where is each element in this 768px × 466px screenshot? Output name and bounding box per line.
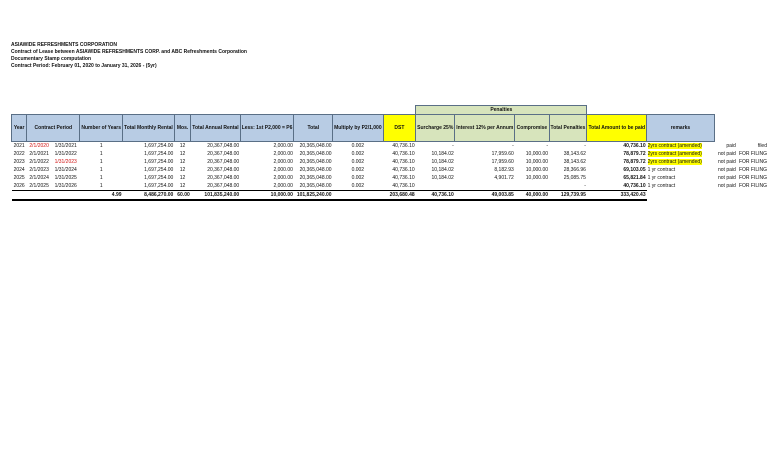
cell-monthly-rental[interactable]: 1,697,254.00 xyxy=(144,175,174,181)
cell-monthly-rental[interactable]: 1,697,254.00 xyxy=(144,159,174,165)
cell-mos[interactable]: 12 xyxy=(179,143,186,149)
cell-filed[interactable]: FOR FILING xyxy=(738,183,767,190)
cell-monthly-rental[interactable]: 1,697,254.00 xyxy=(144,167,174,173)
contract-title: Contract of Lease between ASIAWIDE REFRESHMENTS CORP. and ABC Refreshments Corporation xyxy=(11,49,247,55)
total-interest[interactable]: 49,003.85 xyxy=(455,191,515,201)
cell-total[interactable]: 20,365,048.00 xyxy=(299,159,332,165)
cell-total-amount[interactable]: 78,879.72 xyxy=(623,159,646,165)
cell-total-amount[interactable]: 78,879.72 xyxy=(623,151,646,157)
cell-interest[interactable]: 17,959.60 xyxy=(491,159,514,165)
cell-period-start[interactable]: 2/1/2024 xyxy=(29,175,49,181)
cell-total-penalties[interactable]: - xyxy=(584,143,586,149)
cell-interest[interactable]: 4,901.72 xyxy=(494,175,514,181)
col-year[interactable]: Year xyxy=(12,115,27,142)
cell-mos[interactable]: 12 xyxy=(179,159,186,165)
cell-number-of-years[interactable]: 1 xyxy=(99,151,103,157)
cell-interest[interactable]: 17,959.60 xyxy=(491,151,514,157)
cell-filed[interactable]: filed xyxy=(757,142,767,149)
cell-compromise[interactable]: 10,000.00 xyxy=(525,167,549,173)
cell-remark[interactable] xyxy=(647,150,715,158)
cell-total[interactable]: 20,365,048.00 xyxy=(299,143,332,149)
cell-multiply[interactable]: 0.002 xyxy=(351,159,365,165)
cell-total[interactable]: 20,365,048.00 xyxy=(299,167,332,173)
col-less[interactable]: Less: 1st P2,000 = P6 xyxy=(240,115,294,142)
total-blank xyxy=(12,191,27,201)
cell-annual-rental[interactable]: 20,367,048.00 xyxy=(207,175,240,181)
totals-row xyxy=(12,191,768,201)
cell-surcharge[interactable]: 10,184.02 xyxy=(431,151,454,157)
cell-paid[interactable]: not paid xyxy=(718,151,736,157)
cell-filed[interactable]: FOR FILING xyxy=(738,151,767,157)
cell-interest[interactable] xyxy=(455,182,515,191)
col-compromise[interactable]: Compromise xyxy=(515,115,549,142)
cell-less[interactable]: 2,000.00 xyxy=(273,159,293,165)
cell-monthly-rental[interactable]: 1,697,254.00 xyxy=(144,183,174,189)
col-contract-period[interactable]: Contract Period xyxy=(27,115,80,142)
col-annual-rental[interactable]: Total Annual Rental xyxy=(191,115,240,142)
total-dst[interactable]: 203,680.48 xyxy=(383,191,416,201)
total-blank xyxy=(27,191,52,201)
col-total[interactable]: Total xyxy=(294,115,333,142)
total-tamount[interactable]: 333,420.43 xyxy=(587,191,647,201)
cell-dst[interactable]: 40,736.10 xyxy=(392,183,415,189)
total-surcharge[interactable]: 40,736.10 xyxy=(416,191,455,201)
cell-total-penalties[interactable]: 28,366.96 xyxy=(563,167,586,173)
cell-surcharge[interactable]: 10,184.02 xyxy=(431,175,454,181)
cell-monthly-rental[interactable]: 1,697,254.00 xyxy=(144,143,174,149)
cell-mos[interactable]: 12 xyxy=(179,167,186,173)
cell-less[interactable]: 2,000.00 xyxy=(273,143,293,149)
cell-period-end[interactable]: 1/31/2026 xyxy=(54,183,77,189)
cell-number-of-years[interactable]: 1 xyxy=(99,167,103,173)
cell-year[interactable]: 2025 xyxy=(13,175,25,181)
cell-remark[interactable]: 1 yr contract xyxy=(647,183,676,190)
cell-remark[interactable]: 1 yr contract xyxy=(647,167,676,173)
cell-filed[interactable]: FOR FILING xyxy=(738,167,767,173)
cell-multiply[interactable]: 0.002 xyxy=(351,183,365,189)
cell-period-end[interactable]: 1/31/2021 xyxy=(54,143,77,149)
cell-compromise[interactable] xyxy=(515,182,549,191)
cell-dst[interactable]: 40,736.10 xyxy=(392,175,415,181)
total-blank xyxy=(52,191,80,201)
col-total-amount[interactable]: Total Amount to be paid xyxy=(587,115,647,142)
col-surcharge[interactable]: Surcharge 25% xyxy=(416,115,455,142)
cell-annual-rental[interactable]: 20,367,048.00 xyxy=(207,143,240,149)
table-row xyxy=(12,158,768,166)
cell-total[interactable]: 20,365,048.00 xyxy=(299,175,332,181)
cell-surcharge[interactable]: - xyxy=(452,143,454,149)
cell-paid[interactable]: not paid xyxy=(718,183,736,190)
cell-period-end[interactable]: 1/31/2024 xyxy=(54,167,77,173)
cell-compromise[interactable]: 10,000.00 xyxy=(525,175,549,181)
cell-total-amount[interactable]: 40,736.10 xyxy=(623,183,646,189)
cell-dst[interactable]: 40,736.10 xyxy=(392,143,415,149)
cell-dst[interactable]: 40,736.10 xyxy=(392,167,415,173)
table-row xyxy=(12,150,768,158)
computation-title: Documentary Stamp computation xyxy=(11,56,92,62)
cell-mos[interactable]: 12 xyxy=(179,183,186,189)
cell-annual-rental[interactable]: 20,367,048.00 xyxy=(207,159,240,165)
cell-number-of-years[interactable]: 1 xyxy=(99,143,103,149)
cell-mos[interactable]: 12 xyxy=(179,151,186,157)
cell-total[interactable]: 20,365,048.00 xyxy=(299,151,332,157)
cell-total-penalties[interactable]: 25,085.75 xyxy=(563,175,586,181)
table-row xyxy=(12,182,768,191)
cell-less[interactable]: 2,000.00 xyxy=(273,151,293,157)
cell-annual-rental[interactable]: 20,367,048.00 xyxy=(207,167,240,173)
cell-monthly-rental[interactable]: 1,697,254.00 xyxy=(144,151,174,157)
cell-paid[interactable]: not paid xyxy=(718,175,736,181)
cell-interest[interactable]: 8,182.93 xyxy=(494,167,514,173)
cell-annual-rental[interactable]: 20,367,048.00 xyxy=(207,151,240,157)
cell-filed[interactable]: FOR FILING xyxy=(738,175,767,181)
cell-remark[interactable]: 1 yr contract xyxy=(647,175,676,181)
cell-dst[interactable]: 40,736.10 xyxy=(392,151,415,157)
remark-highlight: 2yrs contract (amended) xyxy=(647,159,702,165)
col-number-of-years[interactable]: Number of Years xyxy=(80,115,123,142)
company-name: ASIAWIDE REFRESHMENTS CORPORATION xyxy=(11,42,118,48)
cell-total-amount[interactable]: 40,736.10 xyxy=(623,143,646,149)
cell-compromise[interactable]: - xyxy=(546,143,549,149)
cell-interest[interactable]: - xyxy=(512,143,514,149)
cell-total-amount[interactable]: 69,103.05 xyxy=(623,167,646,173)
total-tpen[interactable]: 129,739.95 xyxy=(549,191,587,201)
table-row xyxy=(12,142,768,151)
total-less[interactable]: 10,000.00 xyxy=(240,191,294,201)
cell-less[interactable]: 2,000.00 xyxy=(273,183,293,189)
cell-total[interactable]: 20,365,048.00 xyxy=(299,183,332,189)
cell-remark[interactable] xyxy=(647,142,715,151)
table-row xyxy=(12,166,768,174)
cell-number-of-years[interactable]: 1 xyxy=(99,159,103,165)
cell-annual-rental[interactable]: 20,367,048.00 xyxy=(207,183,240,189)
col-multiply[interactable]: Multiply by P2/1,000 xyxy=(333,115,384,142)
col-mos[interactable]: Mos. xyxy=(174,115,190,142)
cell-period-end[interactable]: 1/31/2025 xyxy=(54,175,77,181)
cell-year[interactable]: 2023 xyxy=(13,159,25,165)
cell-period-start[interactable]: 2/1/2020 xyxy=(29,143,49,149)
col-total-penalties[interactable]: Total Penalties xyxy=(549,115,587,142)
total-mos[interactable]: 60.00 xyxy=(174,191,190,201)
total-annual[interactable]: 101,835,240.00 xyxy=(191,191,240,201)
cell-paid[interactable]: not paid xyxy=(718,159,736,165)
cell-surcharge[interactable] xyxy=(416,182,455,191)
cell-multiply[interactable]: 0.002 xyxy=(351,175,365,181)
cell-less[interactable]: 2,000.00 xyxy=(273,167,293,173)
cell-compromise[interactable]: 10,000.00 xyxy=(525,159,549,165)
cell-year[interactable]: 2021 xyxy=(13,143,25,149)
cell-period-end[interactable]: 1/31/2022 xyxy=(54,151,77,157)
cell-year[interactable]: 2022 xyxy=(13,151,25,157)
cell-total-penalties[interactable]: 38,143.62 xyxy=(563,159,586,165)
cell-total-penalties[interactable]: 38,143.62 xyxy=(563,151,586,157)
remark-highlight: 2yrs contract (amended) xyxy=(647,143,702,149)
cell-dst[interactable]: 40,736.10 xyxy=(392,159,415,165)
col-interest[interactable]: Interest 12% per Annum xyxy=(455,115,515,142)
cell-period-end[interactable]: 1/31/2023 xyxy=(54,159,77,165)
cell-mos[interactable]: 12 xyxy=(179,175,186,181)
cell-paid[interactable]: paid xyxy=(726,142,736,149)
cell-period-start[interactable]: 2/1/2025 xyxy=(29,183,49,189)
cell-multiply[interactable]: 0.002 xyxy=(351,143,365,149)
total-monthly[interactable]: 8,486,270.00 xyxy=(123,191,175,201)
col-remarks[interactable]: remarks xyxy=(647,115,715,142)
cell-period-start[interactable]: 2/1/2021 xyxy=(29,151,49,157)
cell-total-amount[interactable]: 65,821.84 xyxy=(623,175,646,181)
cell-period-start[interactable]: 2/1/2023 xyxy=(29,167,49,173)
cell-number-of-years[interactable]: 1 xyxy=(99,175,103,181)
cell-period-start[interactable]: 2/1/2022 xyxy=(29,159,49,165)
total-blank xyxy=(333,191,384,201)
cell-surcharge[interactable]: 10,184.02 xyxy=(431,167,454,173)
total-compromise[interactable]: 40,000.00 xyxy=(515,191,549,201)
cell-multiply[interactable]: 0.002 xyxy=(351,151,365,157)
cell-less[interactable]: 2,000.00 xyxy=(273,175,293,181)
cell-paid[interactable]: not paid xyxy=(718,167,736,173)
cell-multiply[interactable]: 0.002 xyxy=(351,167,365,173)
col-dst[interactable]: DST xyxy=(383,115,416,142)
col-monthly-rental[interactable]: Total Monthly Rental xyxy=(123,115,175,142)
cell-remark[interactable] xyxy=(647,158,715,166)
cell-year[interactable]: 2026 xyxy=(13,183,25,189)
remark-highlight: 2yrs contract (amended) xyxy=(647,151,702,157)
cell-surcharge[interactable]: 10,184.02 xyxy=(431,159,454,165)
total-total[interactable]: 101,825,240.00 xyxy=(294,191,333,201)
cell-total-penalties[interactable]: - xyxy=(584,183,586,189)
contract-period-label: Contract Period: February 01, 2020 to January 31, 2026 - (5yr) xyxy=(11,63,157,69)
cell-filed[interactable]: FOR FILING xyxy=(738,159,767,165)
penalties-header: Penalties xyxy=(416,106,587,115)
cell-compromise[interactable]: 10,000.00 xyxy=(525,151,549,157)
cell-year[interactable]: 2024 xyxy=(13,167,25,173)
table-row xyxy=(12,174,768,182)
cell-number-of-years[interactable]: 1 xyxy=(99,183,103,189)
total-nyears[interactable]: 4.99 xyxy=(80,191,123,201)
dst-computation-table xyxy=(11,105,768,201)
